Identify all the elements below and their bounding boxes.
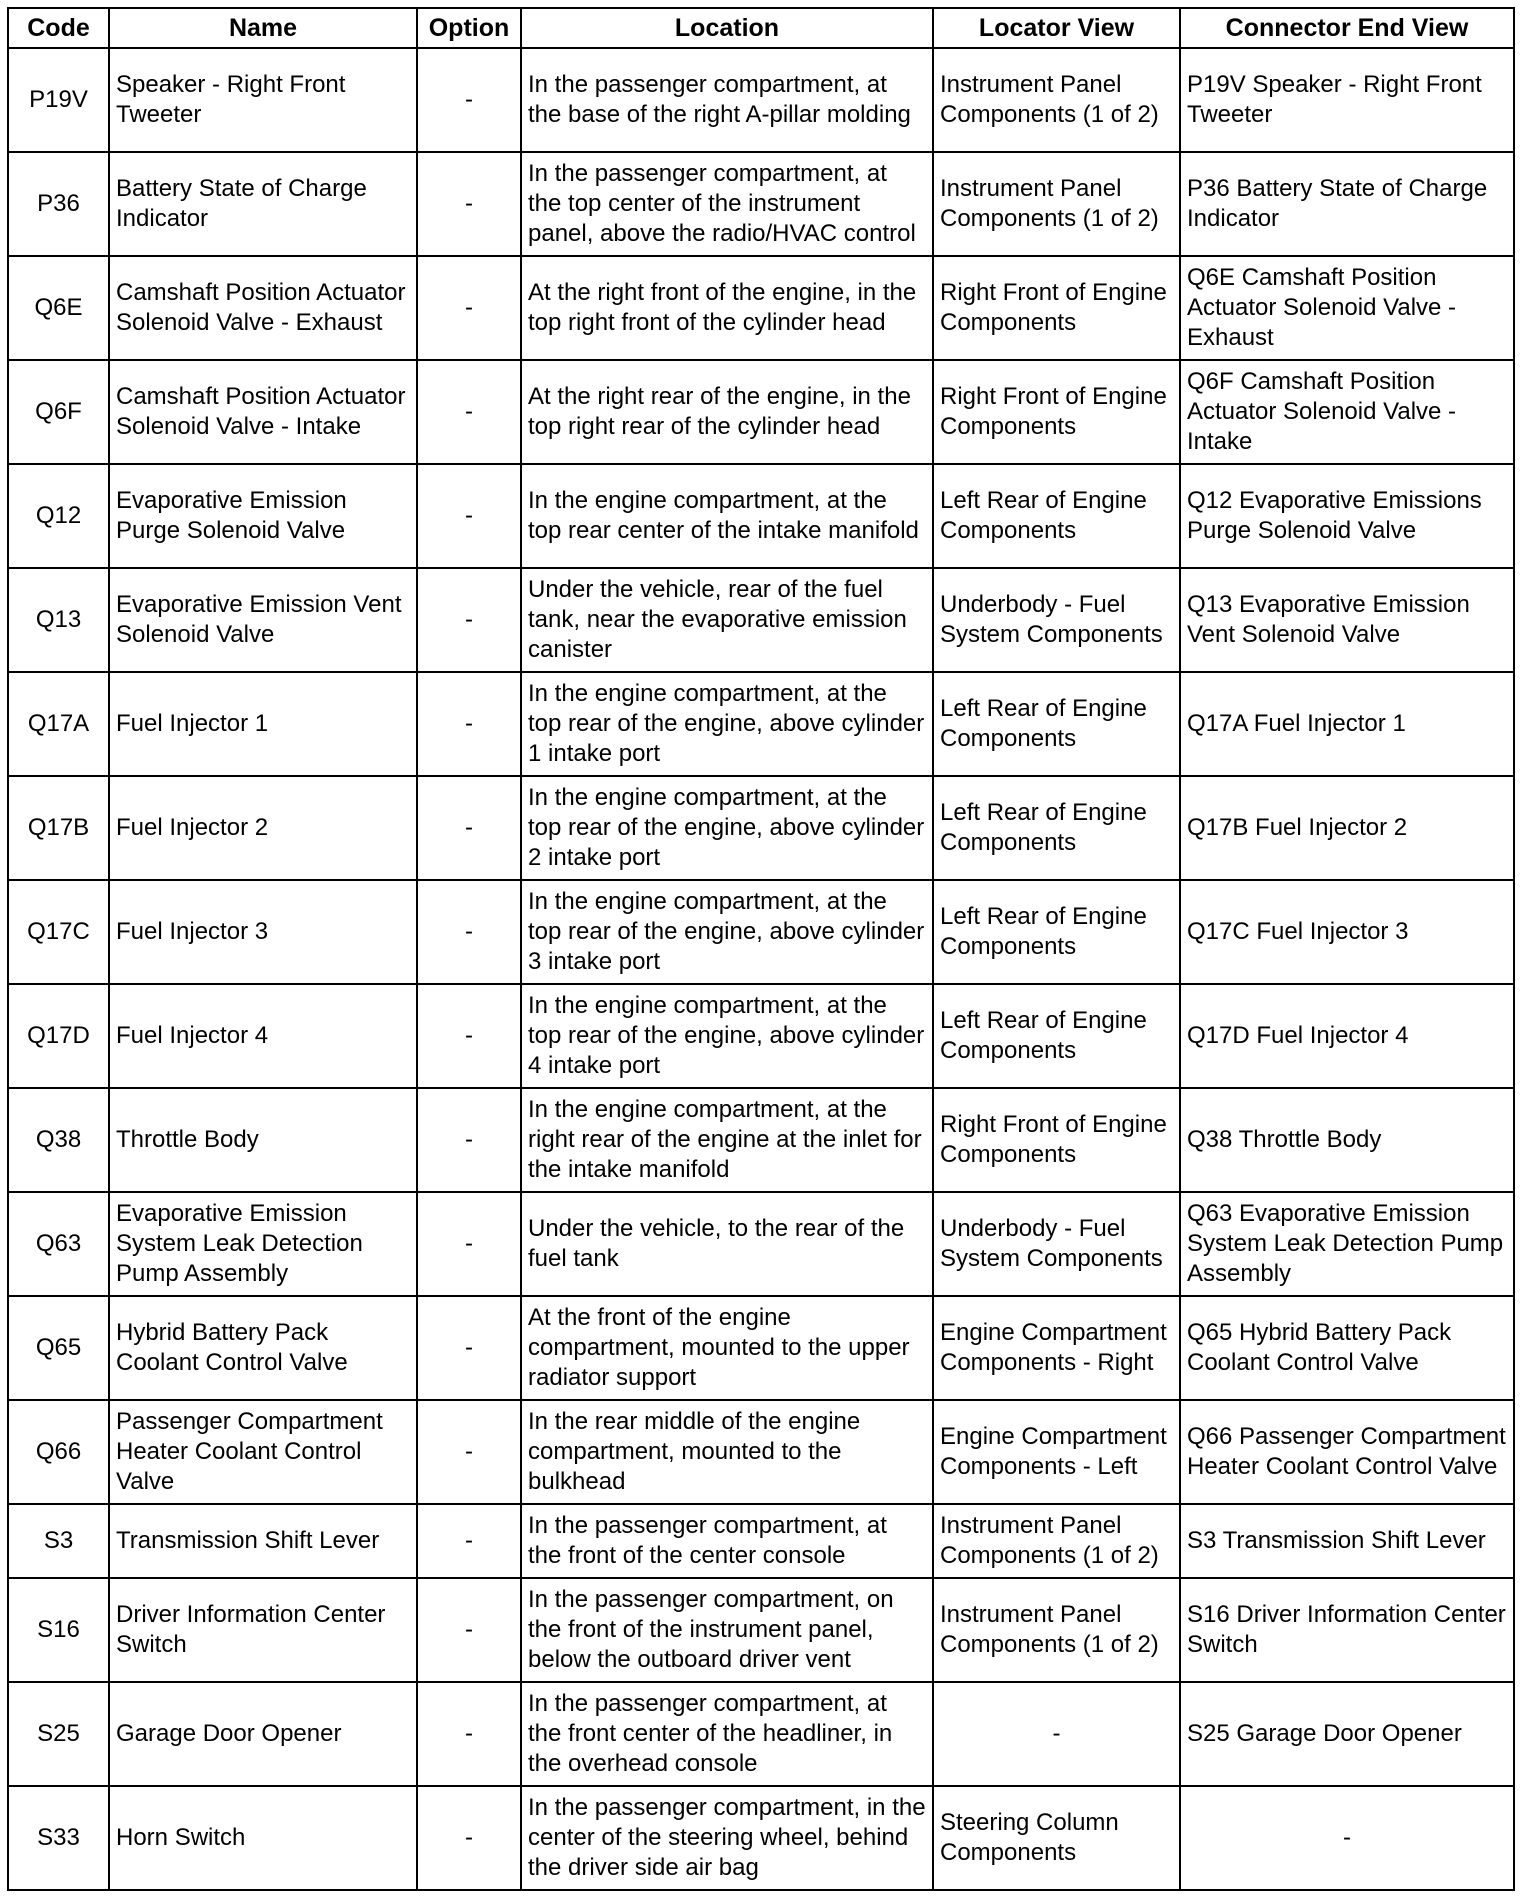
cell-option: -: [417, 1296, 521, 1400]
cell-connector-end-view: Q17B Fuel Injector 2: [1180, 776, 1514, 880]
cell-option: -: [417, 360, 521, 464]
cell-code: P19V: [8, 48, 109, 152]
cell-name: Fuel Injector 1: [109, 672, 417, 776]
cell-option: -: [417, 776, 521, 880]
cell-code: Q13: [8, 568, 109, 672]
cell-locator-view: Steering Column Components: [933, 1786, 1180, 1890]
cell-name: Camshaft Position Actuator Solenoid Valve - Intake: [109, 360, 417, 464]
cell-location: In the engine compartment, at the top rear of the engine, above cylinder 2 intake port: [521, 776, 933, 880]
cell-locator-view: Left Rear of Engine Components: [933, 672, 1180, 776]
cell-location: In the passenger compartment, at the top center of the instrument panel, above the radio/HVAC control: [521, 152, 933, 256]
cell-locator-view: Engine Compartment Components - Right: [933, 1296, 1180, 1400]
table-row: [8, 1504, 1514, 1578]
header-code: Code: [8, 8, 109, 48]
cell-option: -: [417, 1504, 521, 1578]
cell-option: -: [417, 1088, 521, 1192]
cell-locator-view: Engine Compartment Components - Left: [933, 1400, 1180, 1504]
cell-connector-end-view: Q66 Passenger Compartment Heater Coolant Control Valve: [1180, 1400, 1514, 1504]
cell-connector-end-view: Q12 Evaporative Emissions Purge Solenoid Valve: [1180, 464, 1514, 568]
cell-code: Q6E: [8, 256, 109, 360]
cell-option: -: [417, 464, 521, 568]
cell-locator-view: Instrument Panel Components (1 of 2): [933, 1578, 1180, 1682]
cell-location: At the right front of the engine, in the top right front of the cylinder head: [521, 256, 933, 360]
cell-name: Evaporative Emission System Leak Detection Pump Assembly: [109, 1192, 417, 1296]
cell-option: -: [417, 1192, 521, 1296]
cell-locator-view: Underbody - Fuel System Components: [933, 568, 1180, 672]
cell-code: Q17D: [8, 984, 109, 1088]
cell-option: -: [417, 984, 521, 1088]
cell-location: In the engine compartment, at the top rear of the engine, above cylinder 1 intake port: [521, 672, 933, 776]
cell-locator-view: Left Rear of Engine Components: [933, 880, 1180, 984]
cell-connector-end-view: Q6F Camshaft Position Actuator Solenoid Valve - Intake: [1180, 360, 1514, 464]
table-row: [8, 464, 1514, 568]
header-locator-view: Locator View: [933, 8, 1180, 48]
cell-locator-view: Right Front of Engine Components: [933, 360, 1180, 464]
cell-code: Q63: [8, 1192, 109, 1296]
cell-code: S25: [8, 1682, 109, 1786]
cell-code: S33: [8, 1786, 109, 1890]
cell-name: Horn Switch: [109, 1786, 417, 1890]
cell-location: In the engine compartment, at the top rear center of the intake manifold: [521, 464, 933, 568]
table-row: [8, 568, 1514, 672]
cell-code: P36: [8, 152, 109, 256]
table-row: [8, 1578, 1514, 1682]
component-locator-table: [7, 7, 1515, 1891]
cell-code: Q17A: [8, 672, 109, 776]
cell-location: In the engine compartment, at the right rear of the engine at the inlet for the intake manifold: [521, 1088, 933, 1192]
cell-connector-end-view: -: [1180, 1786, 1514, 1890]
table-row: [8, 152, 1514, 256]
cell-code: Q17B: [8, 776, 109, 880]
cell-connector-end-view: Q65 Hybrid Battery Pack Coolant Control Valve: [1180, 1296, 1514, 1400]
cell-name: Hybrid Battery Pack Coolant Control Valve: [109, 1296, 417, 1400]
cell-option: -: [417, 1578, 521, 1682]
table-row: [8, 1088, 1514, 1192]
cell-locator-view: Left Rear of Engine Components: [933, 984, 1180, 1088]
cell-locator-view: Left Rear of Engine Components: [933, 464, 1180, 568]
cell-locator-view: Instrument Panel Components (1 of 2): [933, 1504, 1180, 1578]
cell-name: Evaporative Emission Purge Solenoid Valve: [109, 464, 417, 568]
cell-location: At the right rear of the engine, in the top right rear of the cylinder head: [521, 360, 933, 464]
cell-name: Garage Door Opener: [109, 1682, 417, 1786]
cell-locator-view: Underbody - Fuel System Components: [933, 1192, 1180, 1296]
cell-connector-end-view: Q17C Fuel Injector 3: [1180, 880, 1514, 984]
cell-location: In the engine compartment, at the top rear of the engine, above cylinder 4 intake port: [521, 984, 933, 1088]
cell-code: Q38: [8, 1088, 109, 1192]
cell-locator-view: Left Rear of Engine Components: [933, 776, 1180, 880]
cell-location: At the front of the engine compartment, mounted to the upper radiator support: [521, 1296, 933, 1400]
table-row: [8, 1400, 1514, 1504]
header-name: Name: [109, 8, 417, 48]
cell-locator-view: Instrument Panel Components (1 of 2): [933, 48, 1180, 152]
cell-connector-end-view: S25 Garage Door Opener: [1180, 1682, 1514, 1786]
table-row: [8, 1192, 1514, 1296]
cell-name: Driver Information Center Switch: [109, 1578, 417, 1682]
cell-code: Q12: [8, 464, 109, 568]
table-row: [8, 1682, 1514, 1786]
header-connector-end-view: Connector End View: [1180, 8, 1514, 48]
cell-location: In the passenger compartment, at the front center of the headliner, in the overhead console: [521, 1682, 933, 1786]
header-row: [8, 8, 1514, 48]
cell-location: In the engine compartment, at the top rear of the engine, above cylinder 3 intake port: [521, 880, 933, 984]
cell-code: Q6F: [8, 360, 109, 464]
cell-name: Fuel Injector 2: [109, 776, 417, 880]
cell-locator-view: Right Front of Engine Components: [933, 256, 1180, 360]
cell-option: -: [417, 568, 521, 672]
cell-option: -: [417, 672, 521, 776]
cell-locator-view: Instrument Panel Components (1 of 2): [933, 152, 1180, 256]
cell-code: Q65: [8, 1296, 109, 1400]
table-row: [8, 1296, 1514, 1400]
table-row: [8, 880, 1514, 984]
cell-connector-end-view: Q13 Evaporative Emission Vent Solenoid Valve: [1180, 568, 1514, 672]
cell-location: In the passenger compartment, on the front of the instrument panel, below the outboard driver vent: [521, 1578, 933, 1682]
header-option: Option: [417, 8, 521, 48]
cell-connector-end-view: Q38 Throttle Body: [1180, 1088, 1514, 1192]
cell-name: Speaker - Right Front Tweeter: [109, 48, 417, 152]
cell-connector-end-view: S3 Transmission Shift Lever: [1180, 1504, 1514, 1578]
cell-name: Evaporative Emission Vent Solenoid Valve: [109, 568, 417, 672]
table-row: [8, 256, 1514, 360]
cell-location: Under the vehicle, to the rear of the fuel tank: [521, 1192, 933, 1296]
cell-locator-view: -: [933, 1682, 1180, 1786]
cell-location: In the passenger compartment, at the base of the right A-pillar molding: [521, 48, 933, 152]
cell-code: S16: [8, 1578, 109, 1682]
cell-connector-end-view: Q6E Camshaft Position Actuator Solenoid Valve - Exhaust: [1180, 256, 1514, 360]
cell-connector-end-view: P19V Speaker - Right Front Tweeter: [1180, 48, 1514, 152]
cell-name: Throttle Body: [109, 1088, 417, 1192]
cell-name: Battery State of Charge Indicator: [109, 152, 417, 256]
table-header: [8, 8, 1514, 48]
cell-connector-end-view: Q17D Fuel Injector 4: [1180, 984, 1514, 1088]
table-row: [8, 48, 1514, 152]
table-body: [8, 48, 1514, 1890]
header-location: Location: [521, 8, 933, 48]
cell-connector-end-view: P36 Battery State of Charge Indicator: [1180, 152, 1514, 256]
cell-option: -: [417, 880, 521, 984]
cell-connector-end-view: Q17A Fuel Injector 1: [1180, 672, 1514, 776]
cell-location: In the passenger compartment, at the front of the center console: [521, 1504, 933, 1578]
cell-connector-end-view: Q63 Evaporative Emission System Leak Detection Pump Assembly: [1180, 1192, 1514, 1296]
cell-code: Q17C: [8, 880, 109, 984]
table-row: [8, 776, 1514, 880]
table-row: [8, 672, 1514, 776]
cell-name: Fuel Injector 4: [109, 984, 417, 1088]
cell-option: -: [417, 256, 521, 360]
cell-option: -: [417, 1400, 521, 1504]
table-row: [8, 984, 1514, 1088]
cell-location: In the rear middle of the engine compartment, mounted to the bulkhead: [521, 1400, 933, 1504]
cell-name: Camshaft Position Actuator Solenoid Valve - Exhaust: [109, 256, 417, 360]
cell-option: -: [417, 48, 521, 152]
cell-location: In the passenger compartment, in the center of the steering wheel, behind the driver side air bag: [521, 1786, 933, 1890]
cell-connector-end-view: S16 Driver Information Center Switch: [1180, 1578, 1514, 1682]
cell-name: Transmission Shift Lever: [109, 1504, 417, 1578]
cell-name: Fuel Injector 3: [109, 880, 417, 984]
cell-option: -: [417, 1786, 521, 1890]
cell-code: Q66: [8, 1400, 109, 1504]
cell-location: Under the vehicle, rear of the fuel tank, near the evaporative emission canister: [521, 568, 933, 672]
table-row: [8, 360, 1514, 464]
cell-option: -: [417, 1682, 521, 1786]
cell-locator-view: Right Front of Engine Components: [933, 1088, 1180, 1192]
table-row: [8, 1786, 1514, 1890]
cell-code: S3: [8, 1504, 109, 1578]
cell-name: Passenger Compartment Heater Coolant Control Valve: [109, 1400, 417, 1504]
cell-option: -: [417, 152, 521, 256]
